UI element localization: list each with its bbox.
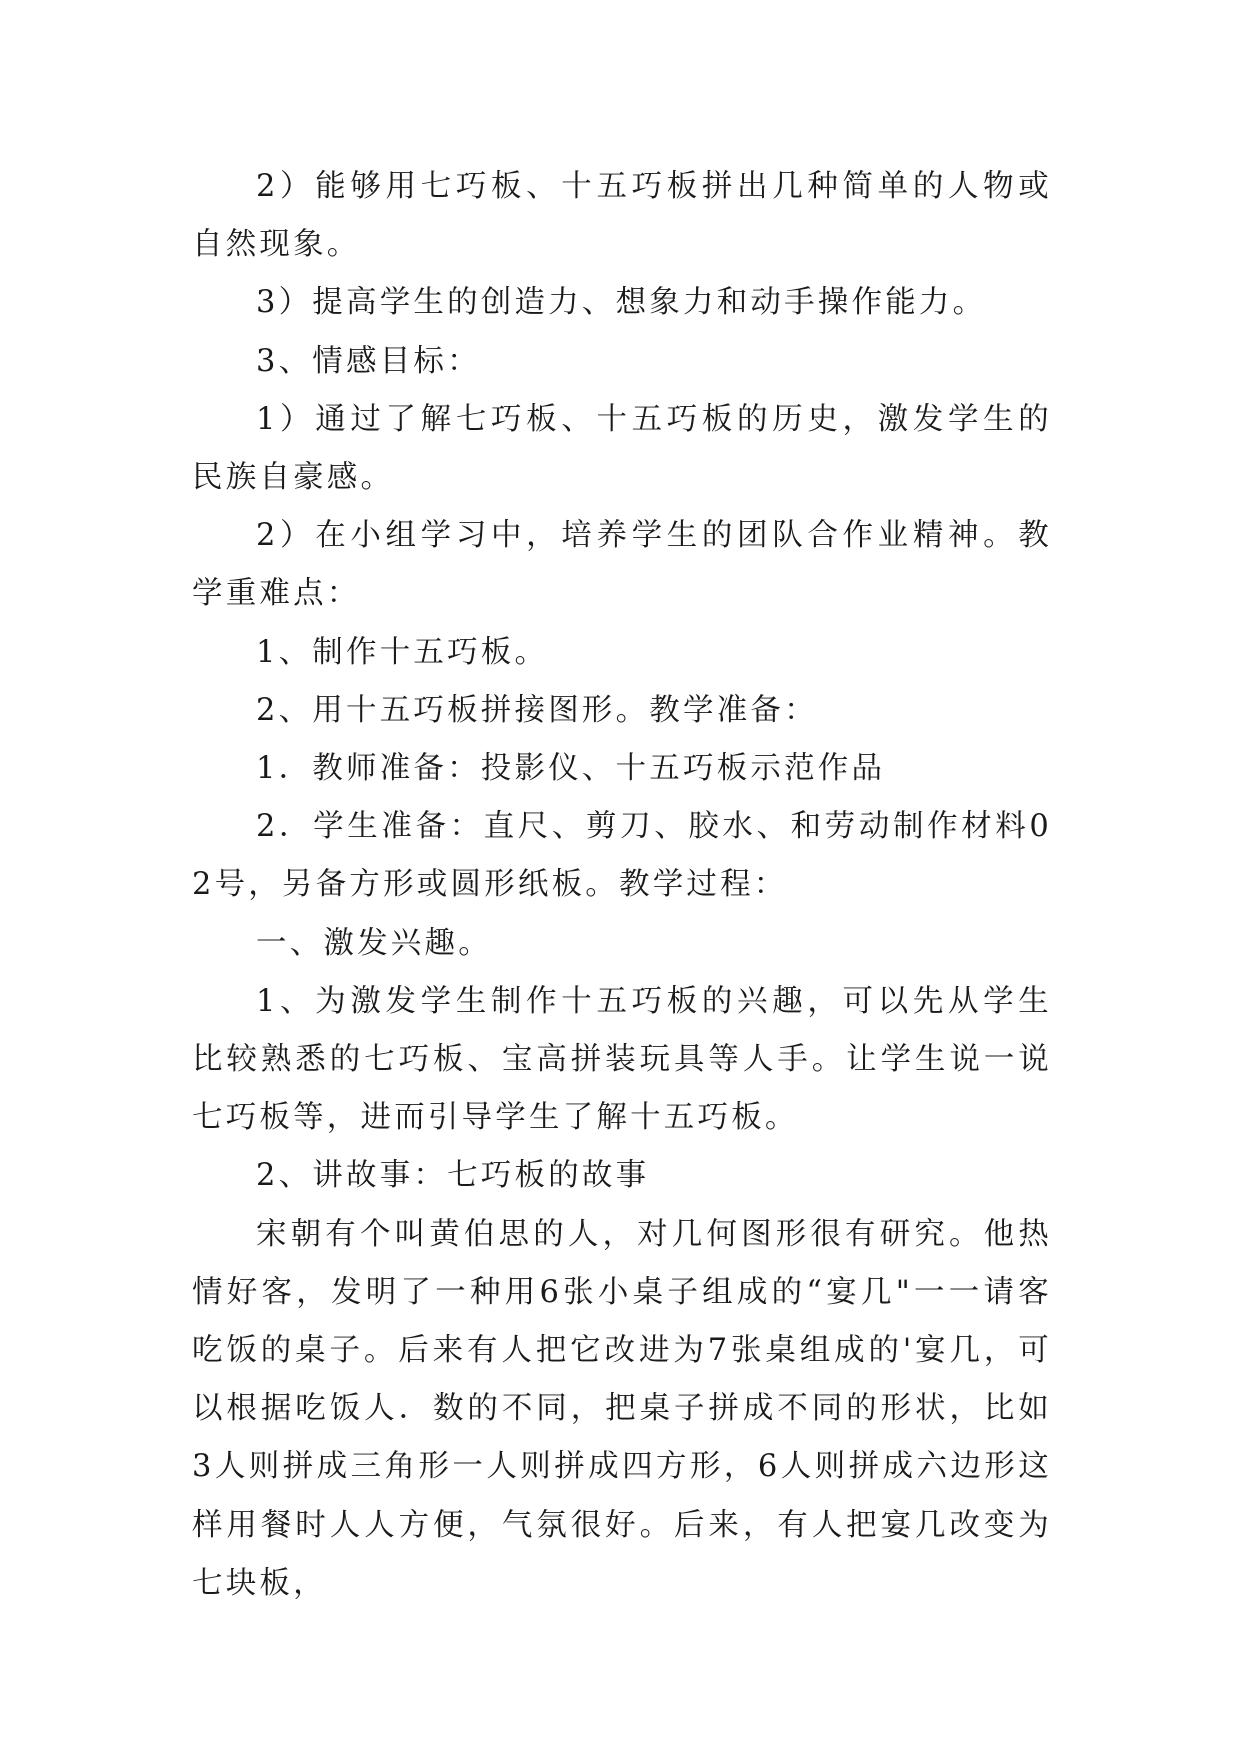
- paragraph-ability-shapes: 2）能够用七巧板、十五巧板拼出几种简单的人物或自然现象。: [192, 169, 1052, 263]
- paragraph-teamwork: 2）在小组学习中，培养学生的团队合作业精神。教学重难点：: [192, 518, 1052, 612]
- document-body: [192, 158, 1052, 1613]
- paragraph-history-pride: 1）通过了解七巧板、十五巧板的历史，激发学生的民族自豪感。: [192, 401, 1052, 496]
- paragraph-story-text: 宋朝有个叫黄伯思的人，对几何图形很有研究。他热情好客，发明了一种用6张小桌子组成的“宴几"一一请客吃饭的桌子。后来有人把它改进为7张桌组成的'宴几，可以根据吃饭人．数的不同，把桌子拼成不同的形状，比如3人则拼成三角形一人则拼成四方形，6人则拼成六边形这样用餐时人人方便，气氛很好。后来，有人把宴几改变为七块板，: [192, 1216, 1052, 1601]
- paragraph-spark-interest: 一、激发兴趣。: [256, 925, 492, 961]
- paragraph-assemble-shapes: 2、用十五巧板拼接图形。教学准备：: [256, 692, 818, 728]
- paragraph-creativity: 3）提高学生的创造力、想象力和动手操作能力。: [256, 285, 987, 321]
- paragraph-emotion-goal: 3、情感目标：: [256, 343, 481, 379]
- paragraph-interest-intro: 1、为激发学生制作十五巧板的兴趣，可以先从学生比较熟悉的七巧板、宝高拼装玩具等人手。让学生说一说七巧板等，进而引导学生了解十五巧板。: [192, 983, 1052, 1136]
- paragraph-teacher-prep: 1．教师准备：投影仪、十五巧板示范作品: [256, 751, 886, 787]
- paragraph-story-heading: 2、讲故事：七巧板的故事: [256, 1158, 650, 1194]
- paragraph-make-board: 1、制作十五巧板。: [256, 634, 549, 670]
- paragraph-student-prep: 2．学生准备：直尺、剪刀、胶水、和劳动制作材料02号，另备方形或圆形纸板。教学过程：: [192, 809, 1052, 903]
